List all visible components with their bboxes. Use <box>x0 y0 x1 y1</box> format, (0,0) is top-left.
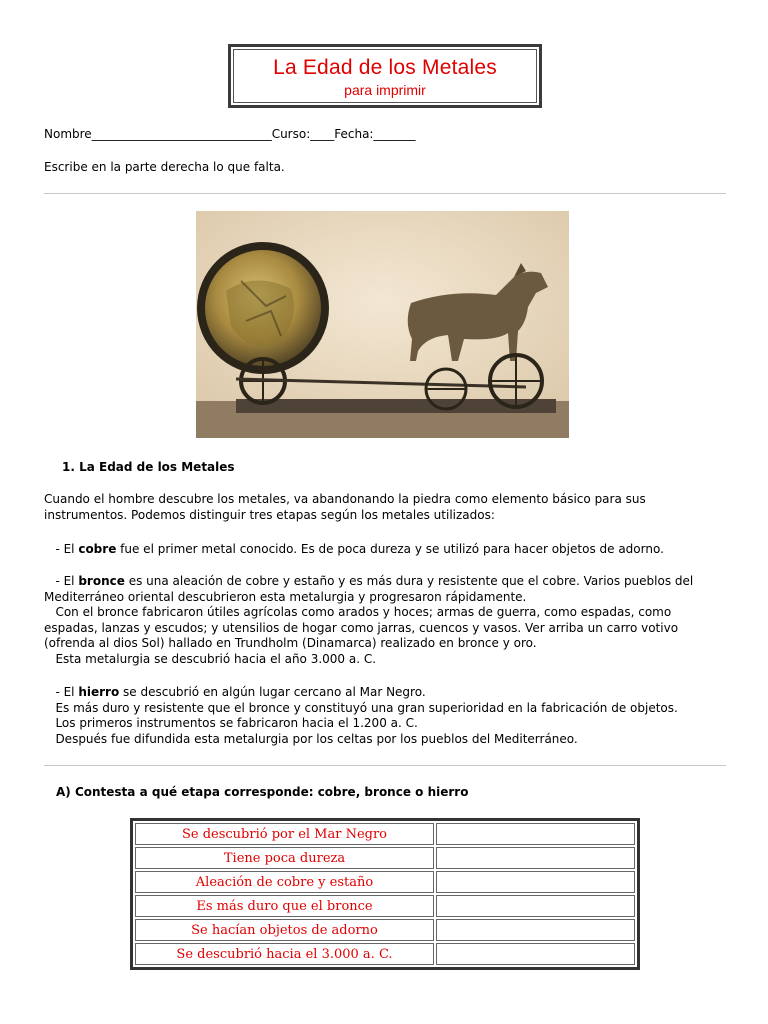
hierro-line: Los primeros instrumentos se fabricaron hacia el 1.200 a. C. <box>44 716 418 730</box>
divider <box>44 193 726 194</box>
table-row <box>135 943 635 965</box>
bronce-line: (ofrenda al dios Sol) hallado en Trundholm (Dinamarca) realizado en bronce y oro. <box>44 636 537 650</box>
hierro-term: hierro <box>78 685 120 699</box>
hierro-paragraph <box>44 685 734 747</box>
bronce-line: Mediterráneo oriental descubrieron esta metalurgia y progresaron rápidamente. <box>44 589 527 604</box>
cobre-prefix: - El <box>44 542 79 556</box>
page-subtitle: para imprimir <box>344 82 426 98</box>
bronce-term: bronce <box>78 574 125 588</box>
hierro-text: se descubrió en algún lugar cercano al Mar Negro. <box>119 685 426 699</box>
bronce-line: Con el bronce fabricaron útiles agrícolas como arados y hoces; armas de guerra, como espadas, como <box>44 605 672 619</box>
sun-chariot-image <box>196 211 569 438</box>
section-1-title: 1. La Edad de los Metales <box>62 460 235 474</box>
fecha-label: Fecha: <box>334 127 374 141</box>
title-box <box>228 44 542 108</box>
exercise-title: A) Contesta a qué etapa corresponde: cobre, bronce o hierro <box>56 785 469 799</box>
intro-paragraph <box>44 492 734 523</box>
answer-cell[interactable] <box>436 943 635 965</box>
hierro-prefix: - El <box>44 685 79 699</box>
nombre-field[interactable]: ______________________________ <box>91 127 272 141</box>
exercise-table <box>130 818 640 970</box>
divider <box>44 765 726 766</box>
answer-cell[interactable] <box>436 847 635 869</box>
answer-cell[interactable] <box>436 823 635 845</box>
question-cell: Aleación de cobre y estaño <box>135 871 434 893</box>
table-row <box>135 823 635 845</box>
answer-cell[interactable] <box>436 919 635 941</box>
page-title: La Edad de los Metales <box>273 56 497 79</box>
cobre-text: fue el primer metal conocido. Es de poca dureza y se utilizó para hacer objetos de adorno. <box>116 542 664 556</box>
instruction-text: Escribe en la parte derecha lo que falta. <box>44 160 285 174</box>
bronce-line: Esta metalurgia se descubrió hacia el año 3.000 a. C. <box>44 651 377 666</box>
student-info-line <box>44 127 415 141</box>
hierro-line: Después fue difundida esta metalurgia por los celtas por los pueblos del Mediterráneo. <box>44 731 578 746</box>
table-row <box>135 895 635 917</box>
question-cell: Se descubrió por el Mar Negro <box>135 823 434 845</box>
fecha-field[interactable]: _______ <box>373 127 416 141</box>
hierro-line: Es más duro y resistente que el bronce y constituyó una gran superioridad en la fabricación de objetos. <box>44 700 678 715</box>
bronce-text: es una aleación de cobre y estaño y es más dura y resistente que el cobre. Varios pueblos del <box>124 574 694 588</box>
question-cell: Tiene poca dureza <box>135 847 434 869</box>
question-cell: Es más duro que el bronce <box>135 895 434 917</box>
cobre-paragraph <box>44 542 734 558</box>
bronce-prefix: - El <box>44 574 79 588</box>
intro-line: instrumentos. Podemos distinguir tres etapas según los metales utilizados: <box>44 507 495 522</box>
bronce-line: espadas, lanzas y escudos; y utensilios de hogar como jarras, cuencos y vasos. Ver arriba un carro votivo <box>44 620 679 635</box>
cobre-term: cobre <box>78 542 117 556</box>
answer-cell[interactable] <box>436 871 635 893</box>
intro-line: Cuando el hombre descubre los metales, va abandonando la piedra como elemento básico para sus <box>44 492 646 506</box>
answer-cell[interactable] <box>436 895 635 917</box>
question-cell: Se hacían objetos de adorno <box>135 919 434 941</box>
question-cell: Se descubrió hacia el 3.000 a. C. <box>135 943 434 965</box>
curso-label: Curso: <box>271 127 311 141</box>
table-row <box>135 919 635 941</box>
curso-field[interactable]: ____ <box>310 127 335 141</box>
table-row <box>135 871 635 893</box>
bronce-paragraph <box>44 574 734 667</box>
table-row <box>135 847 635 869</box>
nombre-label: Nombre <box>44 127 92 141</box>
